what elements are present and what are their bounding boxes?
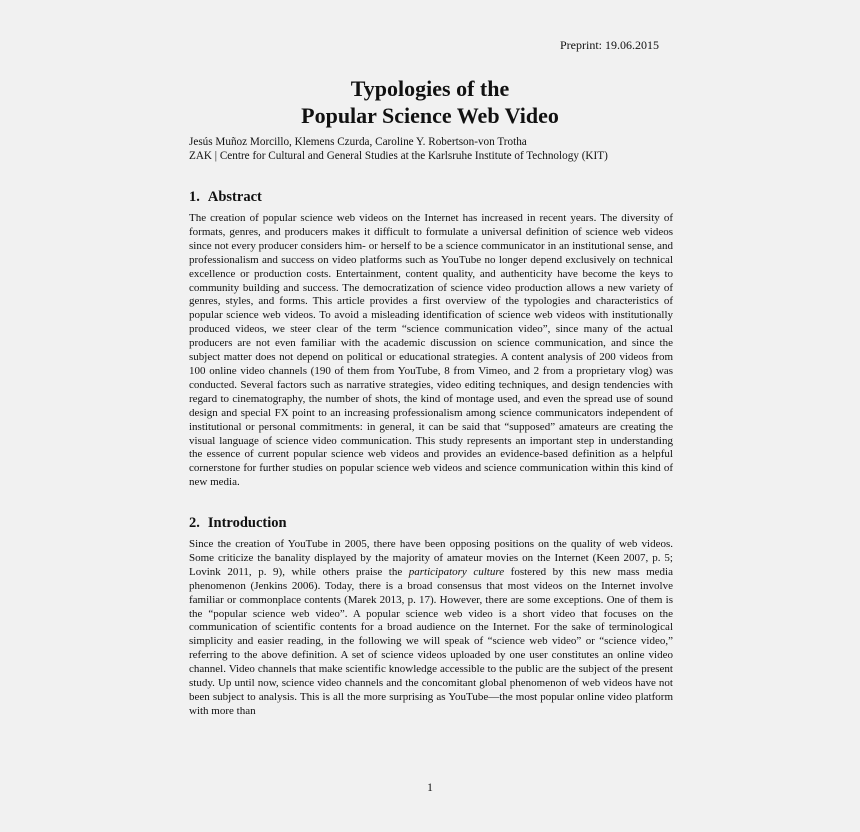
section-heading-introduction — [189, 515, 287, 532]
author-names: Jesús Muñoz Morcillo, Klemens Czurda, Caroline Y. Robertson-von Trotha — [189, 136, 527, 148]
intro-text-italic: participatory culture — [408, 565, 505, 578]
abstract-paragraph: The creation of popular science web videos on the Internet has increased in recent years. The diversity of formats, genres, and producers makes it difficult to formulate a universal definition of science web videos since not every producer considers him- or herself to be a science communicator in an institutional sense, and professionalism and success on video platforms such as YouTube no longer depend exclusively on technical excellence or production costs. Entertainment, content quality, and authenticity have become the keys to community building and success. The democratization of science video production allows a new variety of genres, styles, and forms. This article provides a first overview of the typologies and characteristics of popular science web videos. To avoid a misleading identification of science web videos with institutionally produced videos, we steer clear of the term “science communication video”, since many of the actual producers are not even familiar with the academic discussion on science communication, and since the subject matter does not depend on political or educational strategies. A content analysis of 200 videos from 100 online video channels (190 of them from YouTube, 8 from Vimeo, and 2 from a proprietary vlog) was conducted. Several factors such as narrative strategies, video editing techniques, and design tendencies with regard to cinematography, the number of shots, the kind of montage used, and even the spread use of sound design and special FX point to an increasing professionalism among science communicators independent of institutional or personal commitments: in general, it can be said that “supposed” amateurs are creating the visual language of science video communication. This study represents an important step in understanding the essence of current popular science web videos and provides an evidence-based definition as a helpful cornerstone for further studies on popular science web videos and science communication within this kind of new media. — [189, 212, 673, 489]
page-number: 1 — [427, 782, 433, 794]
author-block — [189, 135, 689, 163]
title-line-2: Popular Science Web Video — [301, 103, 559, 128]
author-affiliation: ZAK | Centre for Cultural and General Studies at the Karlsruhe Institute of Technology (KIT) — [189, 150, 608, 162]
intro-text-before: Since the creation of YouTube in 2005, there have been opposing positions on the quality of web videos. Some criticize the banality displayed by the majority of amateur movies on the Internet (Keen 2007, p. 5; Lovink 2011, p. 9), while others praise the — [189, 538, 673, 578]
title-line-1: Typologies of the — [350, 76, 510, 101]
paper-title — [0, 75, 860, 129]
intro-text-after: fostered by this new mass media phenomenon (Jenkins 2006). Today, there is a broad consensus that most videos on the Internet involve familiar or commonplace contents (Marek 2013, p. 17). However, there are some exceptions. One of them is the “popular science web video”. A popular science web video is a short video that focuses on the communication of scientific contents for a broad audience on the Internet. For the sake of terminological simplicity and easier reading, in the following we will speak of “science web video” or “science video,” referring to the above definition. A set of science videos uploaded by one user constitutes an online video channel. Video channels that make scientific knowledge accessible to the public are the subject of the present study. Up until now, science video channels and the concomitant global phenomenon of web videos have not been subject to analysis. This is all the more surprising as YouTube—the most popular online video platform with more than — [189, 565, 673, 717]
section-heading-abstract — [189, 189, 262, 206]
introduction-paragraph — [189, 538, 673, 719]
preprint-date: Preprint: 19.06.2015 — [560, 38, 659, 52]
section-title: Abstract — [207, 189, 262, 205]
section-number: 1. — [189, 189, 200, 205]
section-number: 2. — [189, 515, 200, 531]
section-title: Introduction — [207, 515, 287, 531]
